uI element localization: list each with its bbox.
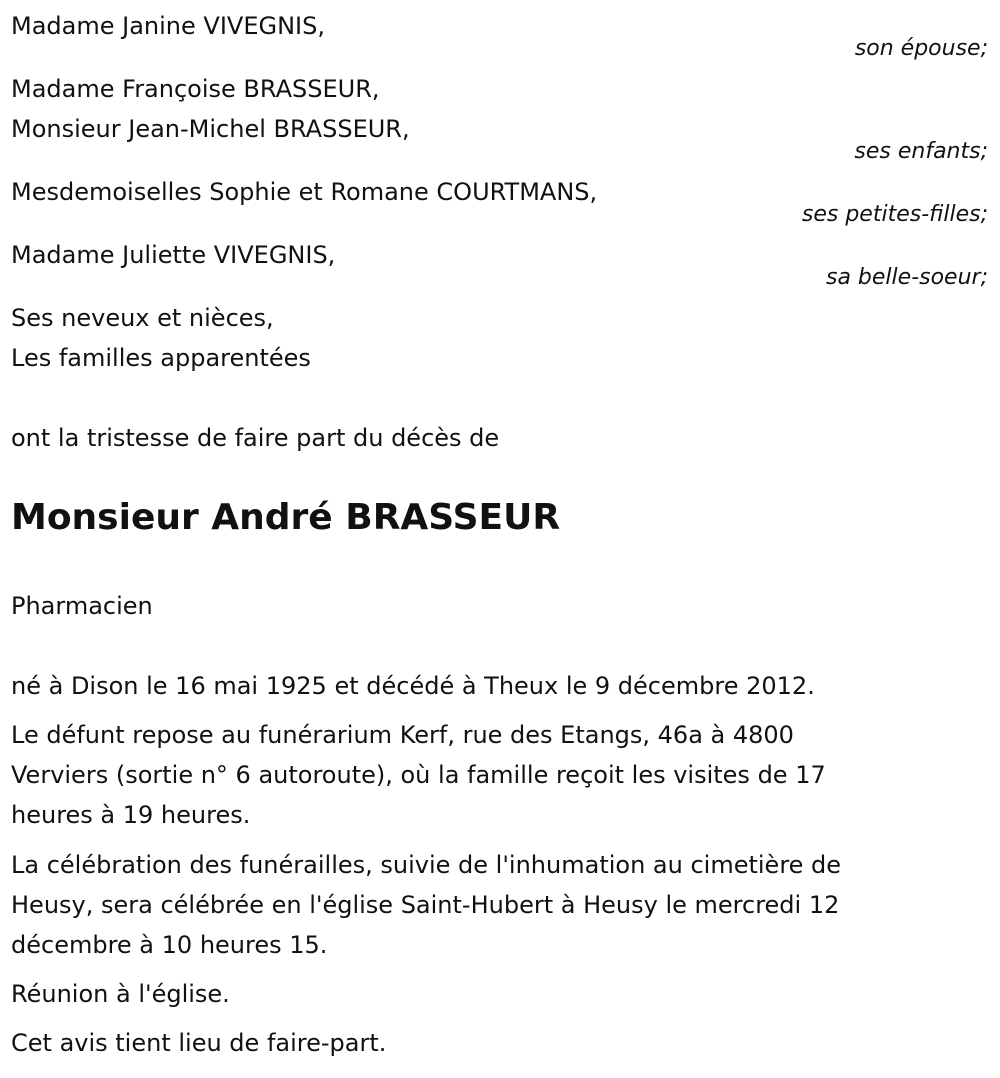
meeting-info: Réunion à l'église. xyxy=(11,980,230,1008)
sister-in-law-relation: sa belle-soeur; xyxy=(826,265,988,290)
paragraph-line: Heusy, sera célébrée en l'église Saint-Hubert à Heusy le mercredi 12 xyxy=(11,891,840,919)
profession: Pharmacien xyxy=(11,592,153,620)
granddaughters-relation: ses petites-filles; xyxy=(801,202,988,227)
birth-death-info: né à Dison le 16 mai 1925 et décédé à Theux le 9 décembre 2012. xyxy=(11,672,815,700)
children-relation: ses enfants; xyxy=(854,139,988,164)
announcement-text: ont la tristesse de faire part du décès de xyxy=(11,424,500,452)
closing-note: Cet avis tient lieu de faire-part. xyxy=(11,1029,387,1057)
spouse-name: Madame Janine VIVEGNIS, xyxy=(11,12,325,40)
paragraph-line: Verviers (sortie n° 6 autoroute), où la famille reçoit les visites de 17 xyxy=(11,761,826,789)
related-families: Les familles apparentées xyxy=(11,344,311,372)
nephews-nieces: Ses neveux et nièces, xyxy=(11,304,274,332)
funerarium-paragraph xyxy=(11,715,971,835)
paragraph-line: décembre à 10 heures 15. xyxy=(11,931,328,959)
spouse-relation: son épouse; xyxy=(854,36,988,61)
deceased-name: Monsieur André BRASSEUR xyxy=(11,497,561,538)
granddaughters-names: Mesdemoiselles Sophie et Romane COURTMANS, xyxy=(11,178,598,206)
sister-in-law-name: Madame Juliette VIVEGNIS, xyxy=(11,241,336,269)
child-name: Monsieur Jean-Michel BRASSEUR, xyxy=(11,115,410,143)
ceremony-paragraph xyxy=(11,845,971,965)
child-name: Madame Françoise BRASSEUR, xyxy=(11,75,380,103)
paragraph-line: La célébration des funérailles, suivie de l'inhumation au cimetière de xyxy=(11,851,842,879)
paragraph-line: heures à 19 heures. xyxy=(11,801,251,829)
paragraph-line: Le défunt repose au funérarium Kerf, rue des Etangs, 46a à 4800 xyxy=(11,721,794,749)
